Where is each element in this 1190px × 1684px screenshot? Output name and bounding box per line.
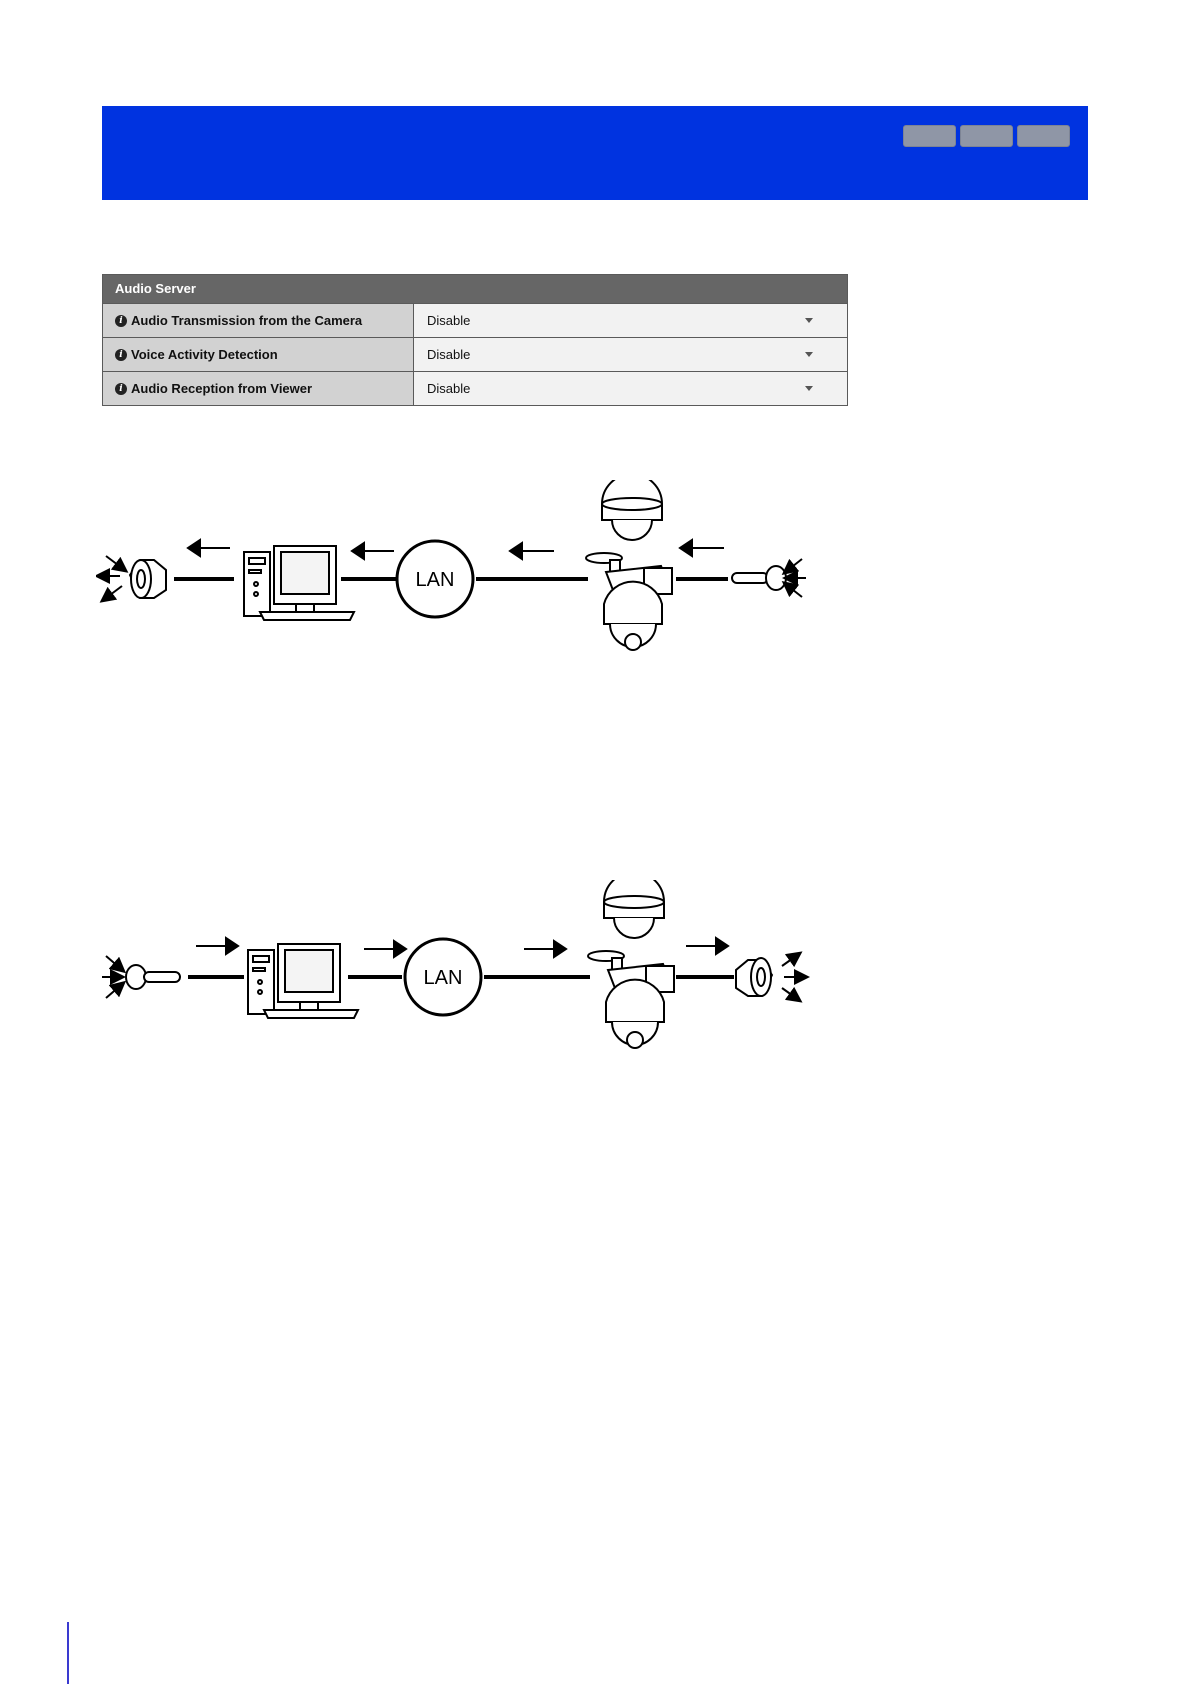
audio-reception-select[interactable] — [414, 372, 847, 405]
info-icon[interactable]: i — [115, 383, 127, 395]
chevron-down-icon — [805, 318, 813, 323]
info-icon[interactable]: i — [115, 349, 127, 361]
chevron-down-icon — [805, 352, 813, 357]
microphone-icon — [102, 956, 180, 998]
computer-icon — [244, 546, 354, 620]
lan-node — [397, 541, 473, 617]
chevron-down-icon — [805, 386, 813, 391]
select-value: Disable — [427, 381, 471, 396]
lan-label: LAN — [423, 967, 463, 989]
speaker-icon — [102, 556, 166, 598]
audio-transmission-diagram — [96, 480, 816, 670]
settings-row — [103, 337, 847, 371]
network-camera-icons — [586, 480, 672, 650]
banner-tab-group — [903, 125, 1070, 147]
setting-label-text: Voice Activity Detection — [131, 347, 278, 362]
setting-label-text: Audio Reception from Viewer — [131, 381, 313, 396]
setting-label — [103, 338, 414, 371]
setting-label-text: Audio Transmission from the Camera — [131, 313, 363, 328]
panel-title: Audio Server — [103, 275, 847, 303]
voice-activity-select[interactable] — [414, 338, 847, 371]
select-value: Disable — [427, 347, 471, 362]
audio-reception-diagram — [96, 880, 816, 1070]
microphone-icon — [732, 559, 806, 597]
audio-server-panel — [102, 274, 848, 406]
computer-icon — [248, 944, 358, 1018]
select-value: Disable — [427, 313, 471, 328]
header-banner — [102, 106, 1088, 200]
settings-row — [103, 371, 847, 405]
audio-transmission-select[interactable] — [414, 304, 847, 337]
setting-label — [103, 304, 414, 337]
speaker-icon — [736, 956, 802, 998]
banner-tab-1[interactable] — [903, 125, 956, 147]
banner-tab-3[interactable] — [1017, 125, 1070, 147]
network-camera-icons — [588, 880, 674, 1048]
info-icon[interactable]: i — [115, 315, 127, 327]
page-margin-rule — [67, 1622, 69, 1684]
lan-label: LAN — [415, 569, 455, 591]
banner-tab-2[interactable] — [960, 125, 1013, 147]
setting-label — [103, 372, 414, 405]
settings-row — [103, 303, 847, 337]
lan-node — [405, 939, 481, 1015]
